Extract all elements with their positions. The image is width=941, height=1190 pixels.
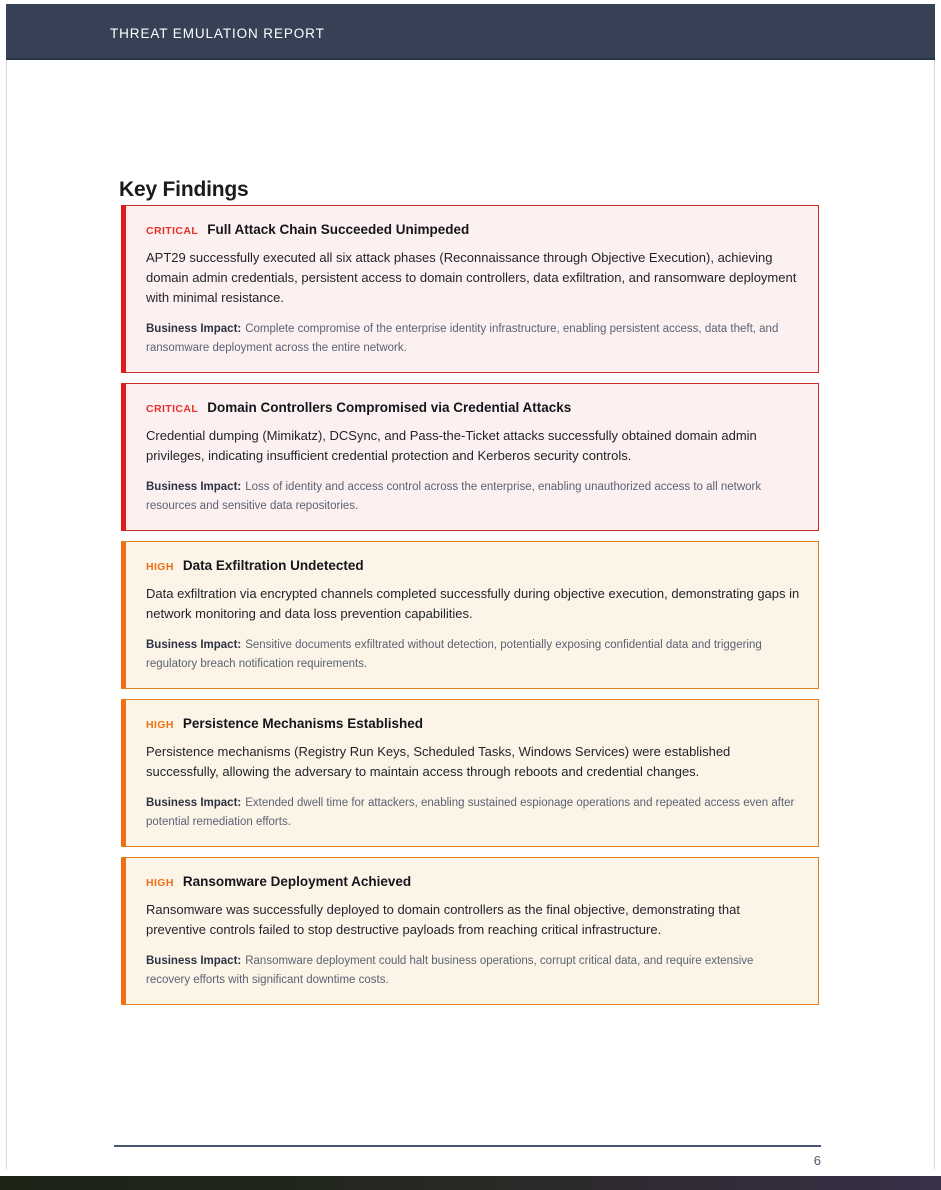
business-impact <box>146 794 800 832</box>
business-impact <box>146 636 800 674</box>
finding-card <box>121 205 819 373</box>
finding-card <box>121 541 819 689</box>
finding-header <box>146 874 800 889</box>
business-impact-text: Ransomware deployment could halt business operations, corrupt critical data, and require extensive recovery efforts with significant downtime costs. <box>146 955 754 986</box>
finding-title: Persistence Mechanisms Established <box>182 716 423 731</box>
finding-header <box>146 716 800 731</box>
finding-title: Data Exfiltration Undetected <box>182 558 364 573</box>
page-number: 6 <box>813 1153 821 1168</box>
severity-badge: HIGH <box>146 719 174 731</box>
business-impact <box>146 952 800 990</box>
severity-badge: CRITICAL <box>146 403 199 415</box>
business-impact-label: Business Impact: <box>146 323 242 335</box>
finding-description: APT29 successfully executed all six attack phases (Reconnaissance through Objective Execution), achieving domain admin credentials, persistent access to domain controllers, data exfiltration, and ransomware deployment with minimal resistance. <box>146 250 797 305</box>
business-impact <box>146 320 800 358</box>
footer-rule <box>114 1145 821 1147</box>
business-impact <box>146 478 800 516</box>
page-title: Key Findings <box>119 178 249 201</box>
finding-card <box>121 383 819 531</box>
report-header-title: THREAT EMULATION REPORT <box>110 26 325 41</box>
severity-badge: CRITICAL <box>146 225 199 237</box>
finding-title: Ransomware Deployment Achieved <box>182 874 412 889</box>
business-impact-text: Loss of identity and access control across the enterprise, enabling unauthorized access to all network resources and sensitive data repositories. <box>146 481 762 512</box>
finding-title: Full Attack Chain Succeeded Unimpeded <box>207 222 470 237</box>
finding-description: Credential dumping (Mimikatz), DCSync, and Pass-the-Ticket attacks successfully obtained domain admin privileges, indicating insufficient credential protection and Kerberos security controls. <box>146 428 757 463</box>
key-findings-list <box>121 205 819 1015</box>
finding-description: Ransomware was successfully deployed to domain controllers as the final objective, demonstrating that preventive controls failed to stop destructive payloads from reaching critical infrastructure. <box>146 902 740 937</box>
business-impact-text: Complete compromise of the enterprise identity infrastructure, enabling persistent access, data theft, and ransomware deployment across the entire network. <box>146 323 779 354</box>
finding-header <box>146 400 800 415</box>
bottom-edge-strip <box>0 1176 941 1190</box>
business-impact-text: Extended dwell time for attackers, enabling sustained espionage operations and repeated access even after potential remediation efforts. <box>146 797 795 828</box>
business-impact-label: Business Impact: <box>146 481 242 493</box>
finding-header <box>146 558 800 573</box>
finding-header <box>146 222 800 237</box>
finding-card <box>121 857 819 1005</box>
finding-card <box>121 699 819 847</box>
severity-badge: HIGH <box>146 877 174 889</box>
severity-badge: HIGH <box>146 561 174 573</box>
finding-title: Domain Controllers Compromised via Credential Attacks <box>207 400 572 415</box>
finding-description: Persistence mechanisms (Registry Run Keys, Scheduled Tasks, Windows Services) were established successfully, allowing the adversary to maintain access through reboots and credential changes. <box>146 744 731 779</box>
business-impact-label: Business Impact: <box>146 955 242 967</box>
business-impact-text: Sensitive documents exfiltrated without detection, potentially exposing confidential data and triggering regulatory breach notification requirements. <box>146 639 762 670</box>
business-impact-label: Business Impact: <box>146 639 242 651</box>
business-impact-label: Business Impact: <box>146 797 242 809</box>
finding-description: Data exfiltration via encrypted channels completed successfully during objective execution, demonstrating gaps in network monitoring and data loss prevention capabilities. <box>146 586 800 621</box>
